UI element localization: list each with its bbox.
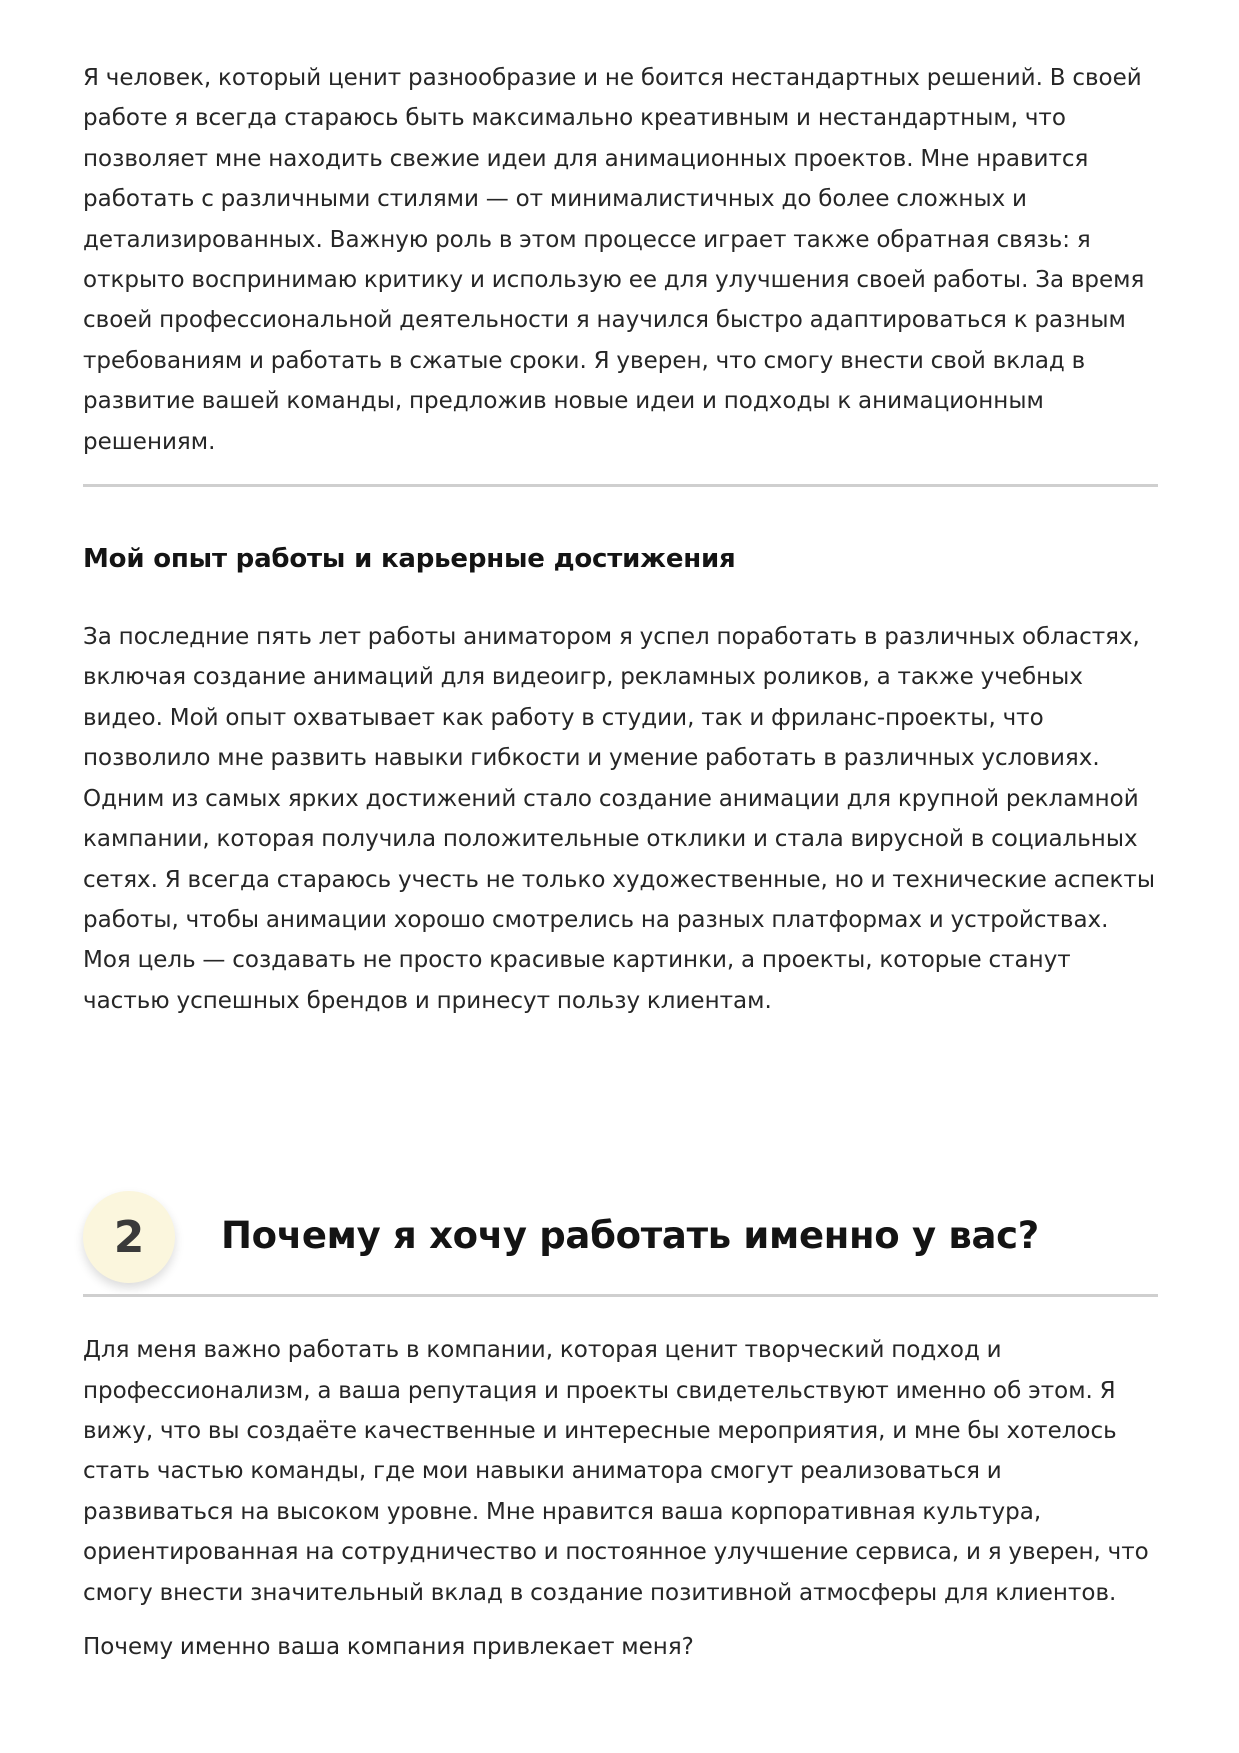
- section-divider: [83, 1294, 1158, 1297]
- experience-paragraph: За последние пять лет работы аниматором я успел поработать в различных областях, включая создание анимаций для видеоигр, рекламных роликов, а также учебных видео. Мой опыт охватывает как работу в студии, так и фриланс-проекты, что позволило мне развить навыки гибкости и умение работать в различных условиях. Одним из самых ярких достижений стало создание анимации для крупной рекламной кампании, которая получила положительные отклики и стала вирусной в социальных сетях. Я всегда стараюсь учесть не только художественные, но и технические аспекты работы, чтобы анимации хорошо смотрелись на разных платформах и устройствах. Моя цель — создавать не просто красивые картинки, а проекты, которые станут частью успешных брендов и принесут пользу клиентам.: [83, 624, 1155, 1014]
- section-header: [83, 1191, 1158, 1296]
- divider: [83, 484, 1158, 487]
- experience-heading: Мой опыт работы и карьерные достижения: [83, 544, 736, 575]
- document-page: [83, 58, 1158, 1667]
- section-title: Почему я хочу работать именно у вас?: [221, 1214, 1039, 1258]
- question-paragraph: Почему именно ваша компания привлекает меня?: [83, 1633, 694, 1660]
- intro-paragraph: Я человек, который ценит разнообразие и не боится нестандартных решений. В своей работе я всегда стараюсь быть максимально креативным и нестандартным, что позволяет мне находить свежие идеи для анимационных проектов. Мне нравится работать с различными стилями — от минималистичных до более сложных и детализированных. Важную роль в этом процессе играет также обратная связь: я открыто воспринимаю критику и использую ее для улучшения своей работы. За время своей профессиональной деятельности я научился быстро адаптироваться к разным требованиям и работать в сжатые сроки. Я уверен, что смогу внести свой вклад в развитие вашей команды, предложив новые идеи и подходы к анимационным решениям.: [83, 65, 1145, 455]
- section-number-badge: 2: [83, 1191, 175, 1283]
- motivation-paragraph: Для меня важно работать в компании, которая ценит творческий подход и профессионализм, а ваша репутация и проекты свидетельствуют именно об этом. Я вижу, что вы создаёте качественные и интересные мероприятия, и мне бы хотелось стать частью команды, где мои навыки аниматора смогут реализоваться и развиваться на высоком уровне. Мне нравится ваша корпоративная культура, ориентированная на сотрудничество и постоянное улучшение сервиса, и я уверен, что смогу внести значительный вклад в создание позитивной атмосферы для клиентов.: [83, 1337, 1149, 1606]
